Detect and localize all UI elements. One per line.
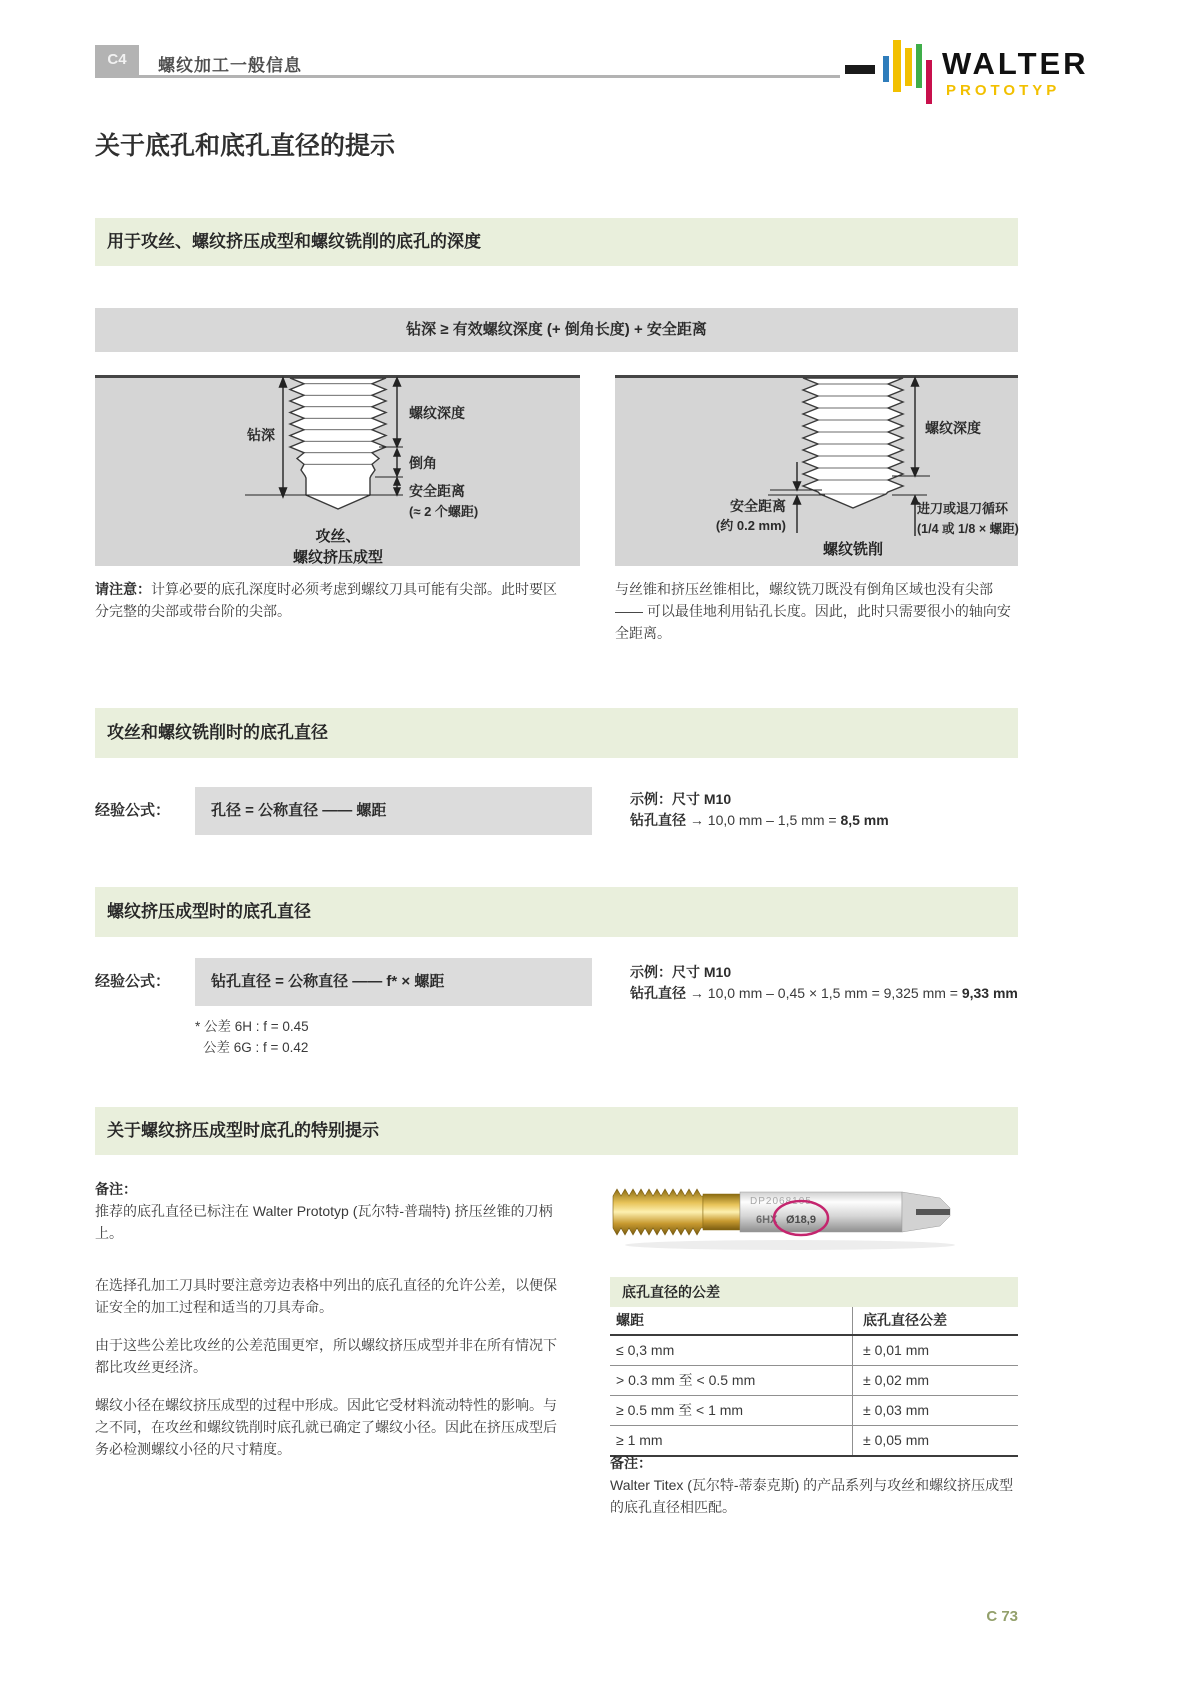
table-header-row [610, 1307, 1018, 1336]
thread-illustration [803, 378, 903, 508]
section-header-forming-diameter: 螺纹挤压成型时的底孔直径 [95, 887, 1018, 937]
logo-dash-mark [845, 65, 875, 74]
tool-marking-code: DP2068105 [750, 1196, 812, 1207]
chapter-title: 螺纹加工一般信息 [158, 56, 302, 75]
thread-former-photo [610, 1183, 1020, 1283]
example-result: 9,33 mm [961, 985, 1018, 1001]
example-calculation: → 10,0 mm – 1,5 mm = [686, 812, 841, 828]
label-cycle-line1: 进刀或退刀循环 [917, 501, 1009, 516]
formula-box-tapping: 孔径 = 公称直径 —— 螺距 [195, 787, 592, 835]
note-milling-text: 与丝锥和挤压丝锥相比，螺纹铣刀既没有倒角区域也没有尖部 —— 可以最佳地利用钻孔长度。因此，此时只需要很小的轴向安全距离。 [615, 581, 1011, 641]
note-tapping [95, 578, 557, 622]
logo-yellow-bar-2 [905, 48, 912, 86]
logo-wordmark: WALTER [942, 46, 1089, 81]
formula-label: 经验公式： [95, 802, 171, 819]
example-title: 示例：尺寸 M10 [630, 791, 732, 807]
tool-neck [703, 1194, 740, 1230]
paragraph-minor-diameter: 螺纹小径在螺纹挤压成型的过程中形成。因此它受材料流动特性的影响。与之不同，在攻丝和螺纹铣削时底孔就已确定了螺纹小径。因此在挤压成型后务必检测螺纹小径的尺寸精度。 [95, 1397, 557, 1457]
paragraph-economy: 由于这些公差比攻丝的公差范围更窄，所以螺纹挤压成型并非在所有情况下都比攻丝更经济。 [95, 1337, 557, 1375]
page-number: C 73 [986, 1608, 1018, 1625]
example-title: 示例：尺寸 M10 [630, 964, 732, 980]
logo-red-bar [926, 60, 932, 104]
pitch-cell: > 0.3 mm 至 < 0.5 mm [610, 1366, 853, 1395]
section-header-hole-depth: 用于攻丝、螺纹挤压成型和螺纹铣削的底孔的深度 [95, 218, 1018, 266]
drill-depth-formula-banner: 钻深 ≥ 有效螺纹深度 (+ 倒角长度) + 安全距离 [95, 308, 1018, 352]
label-thread-depth: 螺纹深度 [409, 405, 465, 421]
note-tapping-text: 计算必要的底孔深度时必须考虑到螺纹刀具可能有尖部。此时要区分完整的尖部或带台阶的尖部。 [95, 581, 557, 619]
label-drill-depth: 钻深 [247, 427, 275, 443]
pitch-cell: ≥ 1 mm [610, 1426, 853, 1455]
walter-prototyp-logo [845, 34, 1135, 104]
formula-box-forming: 钻孔直径 = 公称直径 —— f* × 螺距 [195, 958, 592, 1006]
tapping-diagram-drawing [95, 378, 580, 566]
example-result: 8,5 mm [840, 812, 889, 828]
logo-yellow-bar-1 [893, 40, 901, 92]
note-milling [615, 578, 1020, 644]
paragraph-tolerance-table: 在选择孔加工刀具时要注意旁边表格中列出的底孔直径的允许公差，以便保证安全的加工过程和适当的刀具寿命。 [95, 1277, 557, 1315]
example-name: 钻孔直径 [630, 985, 686, 1001]
caption-thread-milling: 螺纹铣削 [822, 541, 884, 558]
diagram-tapping-forming [95, 375, 580, 566]
label-safety-sub: (≈ 2 个螺距) [409, 504, 479, 519]
label-cycle-line2: (1/4 或 1/8 × 螺距) [917, 522, 1019, 536]
label-chamfer: 倒角 [409, 455, 437, 471]
pitch-cell: ≥ 0.5 mm 至 < 1 mm [610, 1396, 853, 1425]
table-row [610, 1396, 1018, 1426]
label-safety-distance: 安全距离 [730, 498, 786, 514]
thread-illustration [290, 378, 386, 509]
remark-label: 备注： [610, 1455, 652, 1471]
tolerance-cell: ± 0,05 mm [863, 1432, 930, 1448]
tolerance-6h: * 公差 6H : f = 0.45 [195, 1019, 309, 1034]
pitch-cell: ≤ 0,3 mm [610, 1336, 853, 1365]
note-tapping-label: 请注意： [95, 581, 151, 597]
table-row [610, 1336, 1018, 1366]
example-tapping [630, 789, 889, 831]
caption-tapping-line1: 攻丝、 [315, 528, 361, 545]
column-header-tolerance: 底孔直径公差 [863, 1312, 947, 1328]
section-header-special-notes: 关于螺纹挤压成型时底孔的特别提示 [95, 1107, 1018, 1155]
diagram-thread-milling [615, 375, 1018, 566]
tolerance-cell: ± 0,02 mm [863, 1372, 930, 1388]
tolerance-notes [195, 1016, 309, 1058]
label-safety-distance: 安全距离 [409, 483, 465, 499]
page-title: 关于底孔和底孔直径的提示 [95, 132, 396, 160]
tolerance-table-title: 底孔直径的公差 [610, 1277, 1018, 1307]
logo-green-bar [916, 44, 922, 88]
table-row [610, 1366, 1018, 1396]
chapter-badge: C4 [95, 45, 139, 75]
tolerance-6g: 公差 6G : f = 0.42 [203, 1040, 309, 1055]
tool-shadow [625, 1240, 955, 1250]
milling-diagram-drawing [615, 378, 1018, 566]
logo-subbrand: PROTOTYP [946, 82, 1061, 99]
example-calculation: → 10,0 mm – 0,45 × 1,5 mm = 9,325 mm = [686, 985, 962, 1001]
table-remark [610, 1452, 1022, 1518]
caption-tapping-line2: 螺纹挤压成型 [292, 549, 384, 566]
remark-text: 推荐的底孔直径已标注在 Walter Prototyp (瓦尔特-普瑞特) 挤压丝锥的刀柄上。 [95, 1203, 553, 1241]
thread-former-drawing [610, 1183, 1020, 1283]
tool-end-slot [916, 1209, 950, 1215]
section-header-tap-diameter: 攻丝和螺纹铣削时的底孔直径 [95, 708, 1018, 758]
tool-thread-section [613, 1189, 703, 1235]
label-thread-depth: 螺纹深度 [925, 420, 981, 436]
tolerance-cell: ± 0,01 mm [863, 1342, 930, 1358]
tolerance-cell: ± 0,03 mm [863, 1402, 930, 1418]
special-notes-text-column [95, 1178, 557, 1460]
remark-text: Walter Titex (瓦尔特-蒂泰克斯) 的产品系列与攻丝和螺纹挤压成型的底孔直径相匹配。 [610, 1477, 1014, 1515]
example-forming [630, 962, 1018, 1004]
tolerance-table [610, 1307, 1018, 1457]
label-safety-sub: (约 0.2 mm) [715, 518, 786, 533]
formula-label: 经验公式： [95, 973, 171, 990]
tool-marking-diameter: Ø18,9 [786, 1214, 816, 1226]
column-header-pitch: 螺距 [610, 1307, 853, 1334]
logo-blue-bar [883, 56, 889, 82]
example-name: 钻孔直径 [630, 812, 686, 828]
header-rule [95, 75, 840, 78]
tool-marking-spec: 6HX [756, 1214, 778, 1226]
remark-label: 备注： [95, 1181, 137, 1197]
